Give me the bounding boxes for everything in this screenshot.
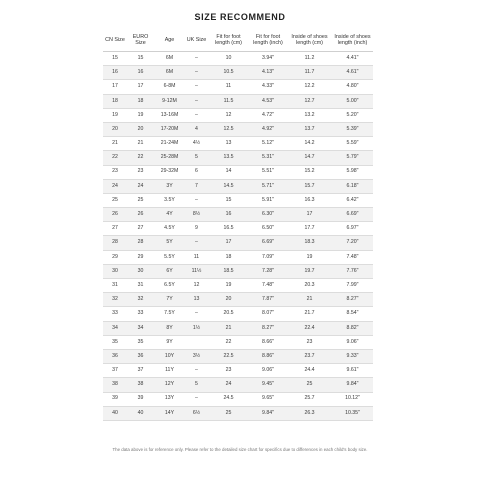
table-cell: 15 xyxy=(208,193,249,207)
table-cell: 14.7 xyxy=(287,151,332,165)
table-cell: 9.65" xyxy=(249,392,287,406)
table-cell: 19 xyxy=(127,108,154,122)
table-cell: 16 xyxy=(103,66,127,80)
table-cell: 4 xyxy=(185,122,208,136)
table-cell: 21.7 xyxy=(287,307,332,321)
table-cell: 21 xyxy=(103,137,127,151)
table-cell: 14.5 xyxy=(208,179,249,193)
table-cell: 5.39" xyxy=(332,122,373,136)
table-cell: 9Y xyxy=(154,335,185,349)
table-body xyxy=(103,52,373,421)
table-cell: 5.00" xyxy=(332,94,373,108)
table-cell: 6.69" xyxy=(249,236,287,250)
table-cell: 24 xyxy=(208,378,249,392)
table-cell: 17.7 xyxy=(287,222,332,236)
table-cell: 9.06" xyxy=(249,364,287,378)
table-cell: 7.48" xyxy=(249,279,287,293)
table-row xyxy=(103,279,373,293)
table-row xyxy=(103,293,373,307)
table-cell: 39 xyxy=(127,392,154,406)
col-cn-size: CN Size xyxy=(103,30,127,52)
table-cell: 9-12M xyxy=(154,94,185,108)
table-cell: 5.71" xyxy=(249,179,287,193)
table-cell: 26 xyxy=(103,208,127,222)
table-cell: 12.7 xyxy=(287,94,332,108)
table-cell: 8.27" xyxy=(249,321,287,335)
table-row xyxy=(103,193,373,207)
table-cell: 13.7 xyxy=(287,122,332,136)
table-cell: 21 xyxy=(287,293,332,307)
table-cell: 24.4 xyxy=(287,364,332,378)
table-cell: 6 xyxy=(185,165,208,179)
table-cell: 4.80" xyxy=(332,80,373,94)
table-cell: 38 xyxy=(127,378,154,392)
table-cell: 9.84" xyxy=(249,406,287,420)
table-cell: 5.20" xyxy=(332,108,373,122)
col-foot-length-inch: Fit for foot length (inch) xyxy=(249,30,287,52)
table-cell: 5.31" xyxy=(249,151,287,165)
table-cell: 31 xyxy=(127,279,154,293)
table-cell: – xyxy=(185,364,208,378)
table-cell: 30 xyxy=(127,264,154,278)
table-cell: 22.5 xyxy=(208,349,249,363)
table-cell: 29 xyxy=(103,250,127,264)
table-cell: 40 xyxy=(127,406,154,420)
table-cell: 20 xyxy=(208,293,249,307)
table-row xyxy=(103,250,373,264)
table-cell: – xyxy=(185,52,208,66)
table-cell: 11 xyxy=(185,250,208,264)
table-cell: 7.87" xyxy=(249,293,287,307)
table-cell: 13 xyxy=(208,137,249,151)
table-cell: 16.3 xyxy=(287,193,332,207)
table-cell: 14Y xyxy=(154,406,185,420)
table-cell: 17 xyxy=(103,80,127,94)
table-row xyxy=(103,80,373,94)
table-row xyxy=(103,335,373,349)
table-cell: 39 xyxy=(103,392,127,406)
table-cell: 32 xyxy=(127,293,154,307)
table-cell: 13Y xyxy=(154,392,185,406)
table-cell: 8.54" xyxy=(332,307,373,321)
table-cell: 12 xyxy=(208,108,249,122)
table-cell: 16 xyxy=(127,66,154,80)
table-cell: 4.61" xyxy=(332,66,373,80)
table-cell: 7.28" xyxy=(249,264,287,278)
table-cell: 25-28M xyxy=(154,151,185,165)
table-cell: 4½ xyxy=(185,137,208,151)
page-title: SIZE RECOMMEND xyxy=(194,12,286,22)
table-cell: 5 xyxy=(185,378,208,392)
table-cell: 5Y xyxy=(154,236,185,250)
table-row xyxy=(103,264,373,278)
table-cell: 24 xyxy=(127,179,154,193)
table-cell: 8.82" xyxy=(332,321,373,335)
col-age: Age xyxy=(154,30,185,52)
table-cell: 9.06" xyxy=(332,335,373,349)
table-cell: 29 xyxy=(127,250,154,264)
table-cell: 7.5Y xyxy=(154,307,185,321)
table-cell: – xyxy=(185,392,208,406)
table-cell: 11.7 xyxy=(287,66,332,80)
table-cell: 15.7 xyxy=(287,179,332,193)
table-cell: 1½ xyxy=(185,321,208,335)
table-cell: 22 xyxy=(103,151,127,165)
table-cell: 21 xyxy=(127,137,154,151)
table-cell: 23 xyxy=(287,335,332,349)
table-row xyxy=(103,94,373,108)
table-row xyxy=(103,165,373,179)
table-cell: 35 xyxy=(127,335,154,349)
table-cell: 9.33" xyxy=(332,349,373,363)
col-inside-length-inch: Inside of shoes length (inch) xyxy=(332,30,373,52)
table-cell: 6Y xyxy=(154,264,185,278)
table-row xyxy=(103,66,373,80)
table-cell: 23 xyxy=(103,165,127,179)
table-cell: 15 xyxy=(127,52,154,66)
table-cell: 12.2 xyxy=(287,80,332,94)
table-cell: 37 xyxy=(103,364,127,378)
table-row xyxy=(103,151,373,165)
table-cell: 7 xyxy=(185,179,208,193)
table-cell: 8.07" xyxy=(249,307,287,321)
table-cell: – xyxy=(185,66,208,80)
table-cell: 6M xyxy=(154,66,185,80)
table-cell: 13 xyxy=(185,293,208,307)
table-cell: 5.5Y xyxy=(154,250,185,264)
table-cell: 25 xyxy=(127,193,154,207)
table-cell: 4.5Y xyxy=(154,222,185,236)
table-row xyxy=(103,349,373,363)
table-cell: – xyxy=(185,94,208,108)
table-row xyxy=(103,137,373,151)
table-cell: 11.2 xyxy=(287,52,332,66)
table-cell: 6.18" xyxy=(332,179,373,193)
table-cell: – xyxy=(185,80,208,94)
col-foot-length-cm: Fit for foot length (cm) xyxy=(208,30,249,52)
table-cell: 8½ xyxy=(185,208,208,222)
table-cell: 12.5 xyxy=(208,122,249,136)
table-cell: 23.7 xyxy=(287,349,332,363)
table-cell: 26 xyxy=(127,208,154,222)
table-cell: 34 xyxy=(103,321,127,335)
table-cell: 25 xyxy=(103,193,127,207)
table-cell: 6.50" xyxy=(249,222,287,236)
table-cell: 38 xyxy=(103,378,127,392)
table-cell: 36 xyxy=(127,349,154,363)
size-table xyxy=(103,30,373,421)
table-row xyxy=(103,52,373,66)
table-cell: 7.09" xyxy=(249,250,287,264)
table-cell: 10Y xyxy=(154,349,185,363)
table-cell: 9.61" xyxy=(332,364,373,378)
table-cell: 4.41" xyxy=(332,52,373,66)
table-cell: 23 xyxy=(127,165,154,179)
table-cell: 16 xyxy=(208,208,249,222)
table-cell: 14.2 xyxy=(287,137,332,151)
table-cell: 9.45" xyxy=(249,378,287,392)
table-cell: 37 xyxy=(127,364,154,378)
table-cell: 40 xyxy=(103,406,127,420)
table-cell: 22 xyxy=(208,335,249,349)
header-row xyxy=(103,30,373,52)
table-cell: 29-32M xyxy=(154,165,185,179)
table-cell: 25.7 xyxy=(287,392,332,406)
table-cell: 20.3 xyxy=(287,279,332,293)
table-cell: 20 xyxy=(127,122,154,136)
table-cell: 21-24M xyxy=(154,137,185,151)
table-cell: 3.94" xyxy=(249,52,287,66)
table-cell: 5 xyxy=(185,151,208,165)
table-cell: 6.97" xyxy=(332,222,373,236)
table-cell: 28 xyxy=(127,236,154,250)
table-cell: 4Y xyxy=(154,208,185,222)
disclaimer-note: The data above is for reference only. Please refer to the detailed size chart for specifics due to differences in each child's body size. xyxy=(112,447,368,452)
table-cell: 15.2 xyxy=(287,165,332,179)
table-cell: 18 xyxy=(127,94,154,108)
table-row xyxy=(103,208,373,222)
table-row xyxy=(103,406,373,420)
table-cell: 6½ xyxy=(185,406,208,420)
table-cell: 14 xyxy=(208,165,249,179)
table-cell: – xyxy=(185,307,208,321)
table-cell: 4.72" xyxy=(249,108,287,122)
table-cell: 32 xyxy=(103,293,127,307)
table-cell: 5.59" xyxy=(332,137,373,151)
table-cell: 27 xyxy=(127,222,154,236)
table-cell: – xyxy=(185,236,208,250)
table-row xyxy=(103,122,373,136)
table-cell: 11 xyxy=(208,80,249,94)
table-cell: 5.91" xyxy=(249,193,287,207)
table-cell: 10.12" xyxy=(332,392,373,406)
table-cell: 3Y xyxy=(154,179,185,193)
table-cell: 33 xyxy=(103,307,127,321)
table-cell: 13-16M xyxy=(154,108,185,122)
table-cell: 6.5Y xyxy=(154,279,185,293)
table-cell: 13.2 xyxy=(287,108,332,122)
table-cell: 3½ xyxy=(185,349,208,363)
table-cell: 6.42" xyxy=(332,193,373,207)
table-cell: 19 xyxy=(287,250,332,264)
table-row xyxy=(103,392,373,406)
table-cell: 5.98" xyxy=(332,165,373,179)
col-inside-length-cm: Inside of shoes length (cm) xyxy=(287,30,332,52)
table-cell: 18.3 xyxy=(287,236,332,250)
table-cell: 36 xyxy=(103,349,127,363)
table-cell: 26.3 xyxy=(287,406,332,420)
table-cell: 20 xyxy=(103,122,127,136)
table-cell: 30 xyxy=(103,264,127,278)
table-cell: 10.35" xyxy=(332,406,373,420)
table-cell: 15 xyxy=(103,52,127,66)
table-cell: – xyxy=(185,193,208,207)
table-cell: 9 xyxy=(185,222,208,236)
table-cell: 18 xyxy=(103,94,127,108)
table-cell: 8.86" xyxy=(249,349,287,363)
table-row xyxy=(103,307,373,321)
table-cell: 17-20M xyxy=(154,122,185,136)
table-cell: 10 xyxy=(208,52,249,66)
table-cell: 10.5 xyxy=(208,66,249,80)
table-row xyxy=(103,179,373,193)
table-cell: 6.30" xyxy=(249,208,287,222)
table-cell xyxy=(185,335,208,349)
table-cell: 9.84" xyxy=(332,378,373,392)
table-cell: 5.51" xyxy=(249,165,287,179)
table-cell: 27 xyxy=(103,222,127,236)
table-cell: 7.99" xyxy=(332,279,373,293)
table-cell: 4.92" xyxy=(249,122,287,136)
table-cell: 19 xyxy=(208,279,249,293)
table-cell: 22.4 xyxy=(287,321,332,335)
table-cell: 11.5 xyxy=(208,94,249,108)
table-cell: 16.5 xyxy=(208,222,249,236)
col-uk-size: UK Size xyxy=(185,30,208,52)
table-cell: 7.76" xyxy=(332,264,373,278)
table-cell: 25 xyxy=(287,378,332,392)
table-cell: 19.7 xyxy=(287,264,332,278)
table-cell: 20.5 xyxy=(208,307,249,321)
table-cell: 24.5 xyxy=(208,392,249,406)
table-cell: 5.79" xyxy=(332,151,373,165)
table-cell: – xyxy=(185,108,208,122)
table-cell: 4.33" xyxy=(249,80,287,94)
table-cell: 12Y xyxy=(154,378,185,392)
table-cell: 25 xyxy=(208,406,249,420)
table-cell: 35 xyxy=(103,335,127,349)
table-row xyxy=(103,222,373,236)
table-row xyxy=(103,321,373,335)
table-cell: 11Y xyxy=(154,364,185,378)
table-cell: 8.66" xyxy=(249,335,287,349)
table-cell: 11½ xyxy=(185,264,208,278)
table-cell: 7.48" xyxy=(332,250,373,264)
table-row xyxy=(103,108,373,122)
col-euro-size: EURO Size xyxy=(127,30,154,52)
table-cell: 23 xyxy=(208,364,249,378)
table-cell: 19 xyxy=(103,108,127,122)
table-cell: 7Y xyxy=(154,293,185,307)
table-cell: 28 xyxy=(103,236,127,250)
table-cell: 4.53" xyxy=(249,94,287,108)
table-cell: 18 xyxy=(208,250,249,264)
table-cell: 6.69" xyxy=(332,208,373,222)
table-cell: 31 xyxy=(103,279,127,293)
table-cell: 8Y xyxy=(154,321,185,335)
table-cell: 5.12" xyxy=(249,137,287,151)
table-cell: 4.13" xyxy=(249,66,287,80)
table-cell: 13.5 xyxy=(208,151,249,165)
table-cell: 12 xyxy=(185,279,208,293)
table-cell: 17 xyxy=(287,208,332,222)
table-cell: 21 xyxy=(208,321,249,335)
table-cell: 17 xyxy=(208,236,249,250)
table-cell: 18.5 xyxy=(208,264,249,278)
table-cell: 6-8M xyxy=(154,80,185,94)
table-row xyxy=(103,364,373,378)
table-cell: 34 xyxy=(127,321,154,335)
table-cell: 22 xyxy=(127,151,154,165)
table-cell: 33 xyxy=(127,307,154,321)
table-cell: 17 xyxy=(127,80,154,94)
table-cell: 7.20" xyxy=(332,236,373,250)
table-cell: 8.27" xyxy=(332,293,373,307)
table-cell: 6M xyxy=(154,52,185,66)
table-row xyxy=(103,236,373,250)
table-cell: 24 xyxy=(103,179,127,193)
table-row xyxy=(103,378,373,392)
table-cell: 3.5Y xyxy=(154,193,185,207)
